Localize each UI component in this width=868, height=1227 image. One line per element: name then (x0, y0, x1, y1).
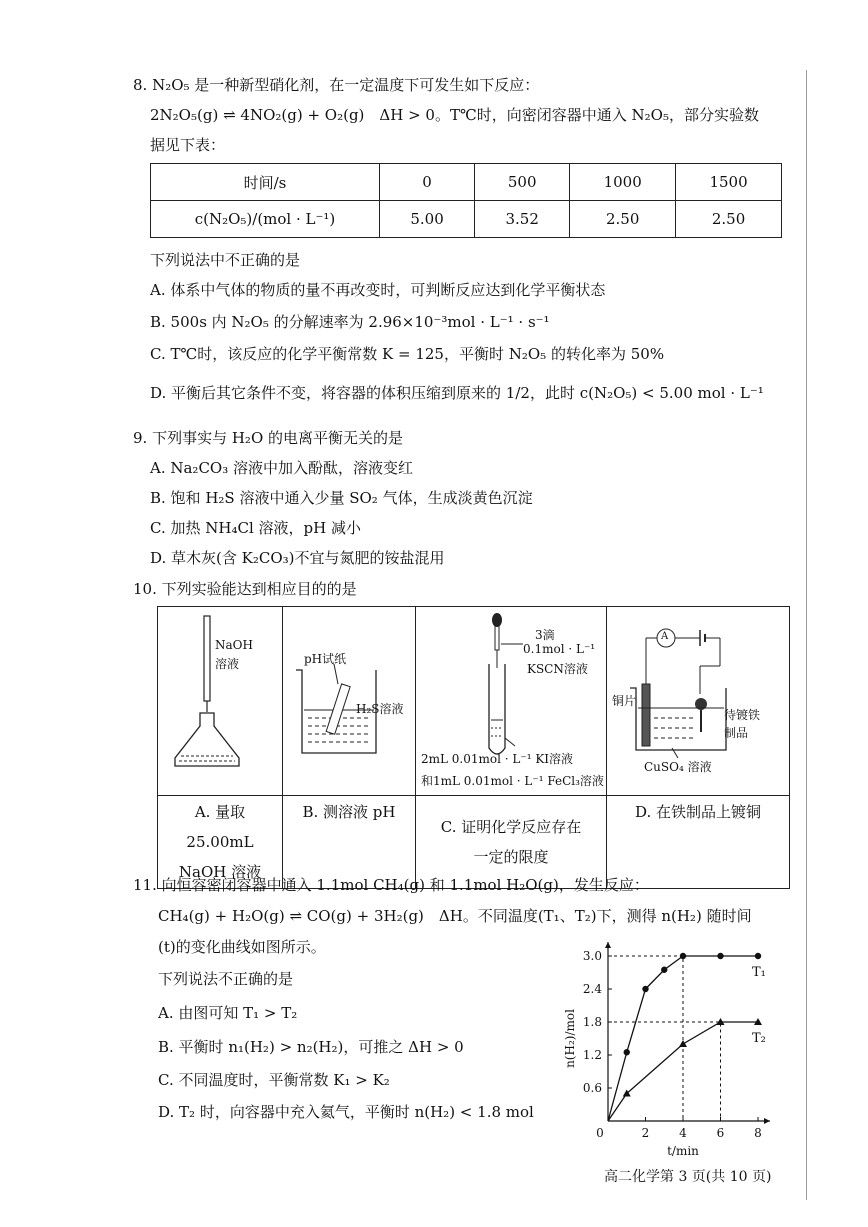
q9-option-a: A. Na₂CO₃ 溶液中加入酚酞，溶液变红 (150, 459, 414, 477)
y-axis-label: n(H₂)/mol (563, 1009, 577, 1068)
burette-flask-icon (159, 608, 281, 794)
q8-prompt: 下列说法中不正确的是 (150, 251, 301, 269)
x-tick-label: 6 (716, 1126, 725, 1140)
ammeter-label: A (661, 631, 669, 642)
x-axis-label: t/min (667, 1144, 699, 1158)
q10-stem: 10. 下列实验能达到相应目的的是 (133, 580, 357, 598)
data-point (679, 1040, 687, 1047)
q8-stem-line1: 8. N₂O₅ 是一种新型硝化剂，在一定温度下可发生如下反应： (133, 76, 540, 94)
caption-line: 一定的限度 (473, 848, 549, 866)
label-ki-solution: 2mL 0.01mol · L⁻¹ KI溶液 (421, 752, 574, 766)
q9-option-c: C. 加热 NH₄Cl 溶液，pH 减小 (150, 519, 361, 537)
experiment-b-cell (283, 607, 416, 796)
experiment-d-cell (607, 607, 790, 796)
x-tick-label: 4 (679, 1126, 687, 1140)
caption-line: B. 测溶液 pH (302, 803, 396, 821)
experiment-c-cell (416, 607, 607, 796)
y-tick-label: 2.4 (582, 982, 602, 996)
table-cell: c(N₂O₅)/(mol · L⁻¹) (151, 201, 380, 238)
caption-line: C. 证明化学反应存在 (440, 818, 582, 836)
q11-stem-line3: (t)的变化曲线如图所示。 (158, 938, 326, 956)
table-cell: 3.52 (475, 201, 570, 238)
table-cell: 2.50 (676, 201, 782, 238)
experiment-b-figure (284, 608, 414, 794)
series-line-2 (608, 1022, 758, 1121)
table-cell: 时间/s (151, 164, 380, 201)
data-point (642, 986, 648, 992)
q11-option-a: A. 由图可知 T₁ > T₂ (158, 1004, 298, 1022)
x-axis-arrow (764, 1118, 770, 1124)
y-axis-arrow (605, 942, 611, 948)
table-cell: 500 (475, 164, 570, 201)
label-solution: 溶液 (215, 657, 240, 671)
data-point (717, 953, 723, 959)
data-point (680, 953, 686, 959)
experiment-a-figure (159, 608, 281, 794)
q9-stem: 9. 下列事实与 H₂O 的电离平衡无关的是 (133, 429, 404, 447)
table-cell: 1500 (676, 164, 782, 201)
q11-prompt: 下列说法不正确的是 (158, 970, 294, 988)
data-point (661, 967, 667, 973)
y-tick-label: 1.8 (582, 1015, 602, 1029)
q10-experiment-table (157, 606, 790, 889)
label-copper-sheet: 铜片 (612, 694, 637, 708)
h2-time-chart (560, 935, 790, 1160)
label-iron-product-1: 待镀铁 (724, 708, 761, 722)
table-cell: 2.50 (570, 201, 676, 238)
experiment-c-figure (417, 608, 605, 794)
q11-option-b: B. 平衡时 n₁(H₂) > n₂(H₂)，可推之 ΔH > 0 (158, 1038, 464, 1056)
table-row (151, 201, 782, 238)
label-naoh: NaOH (215, 638, 253, 652)
y-tick-label: 0.6 (582, 1081, 602, 1095)
label-kscn: KSCN溶液 (527, 662, 588, 676)
q9-option-b: B. 饱和 H₂S 溶液中通入少量 SO₂ 气体，生成淡黄色沉淀 (150, 489, 533, 507)
t1-guide-line (608, 956, 683, 1121)
q11-stem-line1: 11. 向恒容密闭容器中通入 1.1mol CH₄(g) 和 1.1mol H₂O(g)，发生反应： (133, 876, 649, 894)
label-ph-paper: pH试纸 (304, 652, 347, 666)
table-cell: 5.00 (380, 201, 475, 238)
experiment-d-figure (608, 608, 788, 794)
table-header-row (151, 164, 782, 201)
caption-line: NaOH 溶液 (178, 863, 262, 881)
t2-guide-line (608, 1022, 721, 1121)
caption-line: A. 量取 25.00mL (186, 803, 254, 851)
label-h2s-solution: H₂S溶液 (356, 702, 404, 716)
q11-stem-line2: CH₄(g) + H₂O(g) ⇌ CO(g) + 3H₂(g) ΔH。不同温度(T₁、T₂)下，测得 n(H₂) 随时间 (158, 907, 752, 925)
q8-option-d: D. 平衡后其它条件不变，将容器的体积压缩到原来的 1/2，此时 c(N₂O₅) < 5.00 mol · L⁻¹ (150, 384, 764, 402)
experiment-a-cell (158, 607, 283, 796)
table-cell: 0 (380, 164, 475, 201)
q11-option-c: C. 不同温度时，平衡常数 K₁ > K₂ (158, 1071, 390, 1089)
q11-option-d: D. T₂ 时，向容器中充入氦气，平衡时 n(H₂) < 1.8 mol (158, 1103, 534, 1121)
series-label-2: T₂ (752, 1031, 766, 1046)
label-cuso4: CuSO₄ 溶液 (644, 760, 712, 774)
caption-line: D. 在铁制品上镀铜 (634, 803, 762, 821)
q8-data-table (150, 163, 782, 238)
data-point (755, 953, 761, 959)
y-tick-label: 3.0 (582, 949, 602, 963)
label-concentration: 0.1mol · L⁻¹ (523, 642, 596, 656)
series-label-1: T₁ (752, 965, 766, 980)
data-point (624, 1049, 630, 1055)
x-tick-label: 2 (641, 1126, 650, 1140)
x-tick-label: 0 (596, 1126, 604, 1140)
q8-option-b: B. 500s 内 N₂O₅ 的分解速率为 2.96×10⁻³mol · L⁻¹ · s⁻¹ (150, 313, 550, 331)
y-tick-label: 1.2 (582, 1048, 602, 1062)
x-tick-label: 8 (754, 1126, 762, 1140)
label-3-drops: 3滴 (535, 628, 555, 642)
page-margin-line (806, 70, 807, 1200)
q8-stem-line3: 据见下表： (150, 136, 226, 154)
page-footer: 高二化学第 3 页(共 10 页) (604, 1169, 772, 1185)
label-fecl3-solution: 和1mL 0.01mol · L⁻¹ FeCl₃溶液 (421, 774, 604, 788)
q9-option-d: D. 草木灰(含 K₂CO₃)不宜与氮肥的铵盐混用 (150, 549, 445, 567)
q8-option-c: C. T℃时，该反应的化学平衡常数 K = 125，平衡时 N₂O₅ 的转化率为 50% (150, 345, 665, 363)
q8-option-a: A. 体系中气体的物质的量不再改变时，可判断反应达到化学平衡状态 (150, 281, 606, 299)
q8-stem-line2: 2N₂O₅(g) ⇌ 4NO₂(g) + O₂(g) ΔH > 0。T℃时，向密闭容器中通入 N₂O₅，部分实验数 (150, 106, 759, 124)
table-cell: 1000 (570, 164, 676, 201)
table-row (158, 607, 790, 796)
label-iron-product-2: 制品 (724, 726, 749, 740)
